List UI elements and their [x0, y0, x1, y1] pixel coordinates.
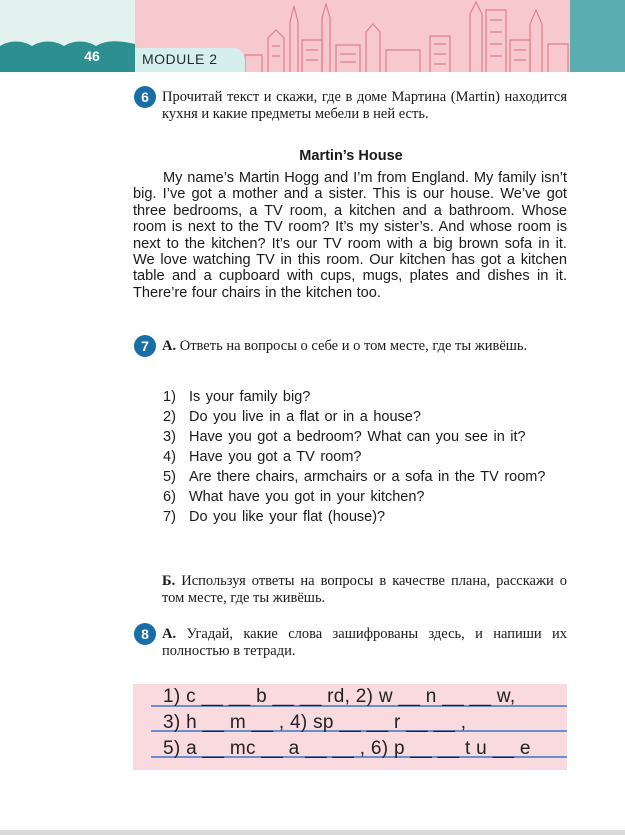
exercise-7-part-a-label: А. [162, 338, 177, 354]
question-item [163, 389, 568, 406]
exercise-7-part-b-label: Б. [162, 573, 176, 589]
story-paragraph: My name’s Martin Hogg and I’m from England. My family isn’t big. I’ve got a mother and a sister. This is our house. We’ve got three bedrooms, a TV room, a kitchen and a bathroom. Whose room is next to the TV room? It’s my sister’s. And whose room is next to the kitchen? It’s our TV room with a big brown sofa in it. We love watching TV in this room. Our kitchen has got a kitchen table and a cupboard with cups, mugs, plates and dishes in it. There’re four chairs in the kitchen too. [133, 170, 567, 301]
story-title: Martin’s House [299, 148, 403, 164]
word-puzzle-box [133, 684, 567, 770]
question-number: 2) [163, 409, 176, 425]
exercise-7-part-a [162, 338, 567, 355]
story-text [133, 170, 567, 301]
question-number: 5) [163, 469, 176, 485]
question-number: 6) [163, 489, 176, 505]
puzzle-line: 3) h __ m __ , 4) sp __ __ r __ __ , [163, 712, 467, 733]
module-label: MODULE 2 [142, 51, 218, 67]
question-item [163, 489, 568, 506]
exercise-7-part-b [162, 573, 567, 607]
page-header [0, 0, 625, 72]
question-text: Do you like your flat (house)? [189, 509, 386, 525]
question-item [163, 469, 568, 486]
question-text: Are there chairs, armchairs or a sofa in the TV room? [189, 469, 546, 485]
puzzle-line: 5) a __ mc __ a __ __ , 6) p __ __ t u __ e [163, 738, 531, 759]
exercise-7-part-b-text: Используя ответы на вопросы в качестве плана, расскажи о том месте, где ты живёшь. [162, 573, 568, 606]
exercise-6-instruction: Прочитай текст и скажи, где в доме Мартина (Martin) находится кухня и какие предметы мебели в ней есть. [162, 89, 567, 122]
exercise-8-badge: 8 [134, 623, 156, 645]
question-text: Is your family big? [189, 389, 311, 405]
question-text: Do you live in a flat or in a house? [189, 409, 421, 425]
puzzle-line: 1) c __ __ b __ __ rd, 2) w __ n __ __ w, [163, 686, 516, 707]
exercise-8-part-a [162, 626, 567, 660]
exercise-7-badge: 7 [134, 335, 156, 357]
question-number: 3) [163, 429, 176, 445]
question-item [163, 449, 568, 466]
page-bottom-edge [0, 830, 625, 835]
question-list [163, 389, 568, 529]
question-number: 1) [163, 389, 176, 405]
question-number: 4) [163, 449, 176, 465]
question-text: What have you got in your kitchen? [189, 489, 425, 505]
exercise-8-part-a-label: А. [162, 626, 177, 642]
question-item [163, 429, 568, 446]
question-text: Have you got a TV room? [189, 449, 362, 465]
page-number: 46 [84, 48, 100, 64]
question-number: 7) [163, 509, 176, 525]
exercise-8-part-a-text: Угадай, какие слова зашифрованы здесь, и напиши их полностью в тетради. [162, 626, 568, 659]
exercise-7-part-a-text: Ответь на вопросы о себе и о том месте, где ты живёшь. [179, 338, 528, 354]
exercise-6-badge: 6 [134, 86, 156, 108]
question-item [163, 509, 568, 526]
question-item [163, 409, 568, 426]
question-text: Have you got a bedroom? What can you see in it? [189, 429, 526, 445]
